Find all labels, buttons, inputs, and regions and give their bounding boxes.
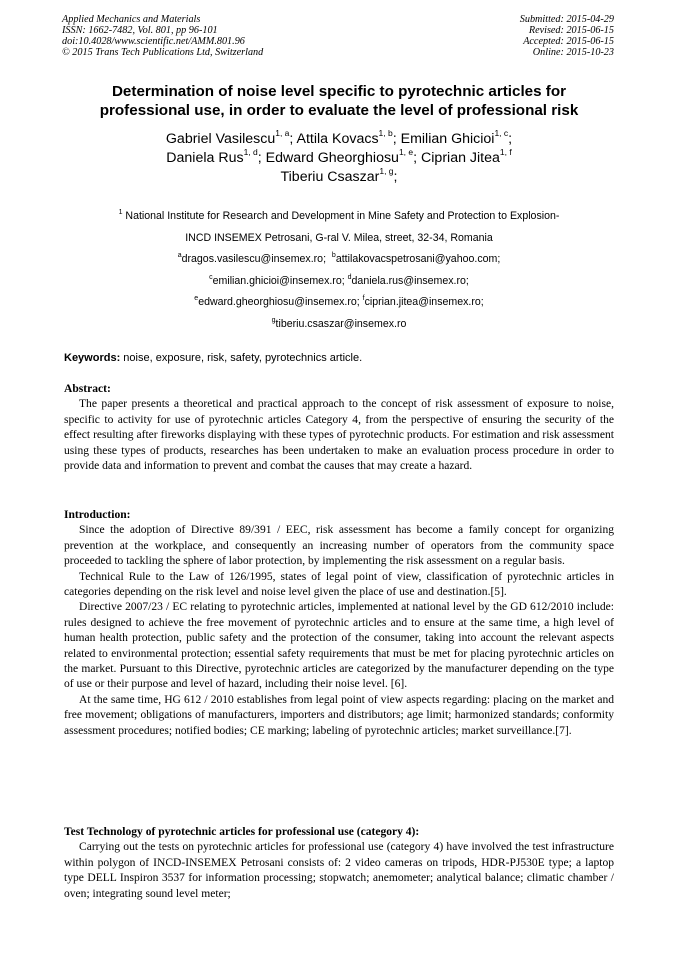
introduction-paragraph: At the same time, HG 612 / 2010 establishes from legal point of view aspects regarding: placing on the market and free movement; obligations of manufacturers, importers and distributors; age limit; harmonized standards; conformity assessment procedures; notified bodies; CE marking; labeling of pyrotechnic articles; market surveillance.[7]. xyxy=(64,693,614,737)
introduction-heading: Introduction: xyxy=(64,509,131,521)
abstract-text: The paper presents a theoretical and practical approach to the concept of risk assessment of exposure to noise, specific to activity for use of pyrotechnic articles Category 4, from the perspective of ensuring the security of the effect resulting after fireworks displaying with these types of pyrotechnic products. For estimation and risk assessment using these types of products, researches has been undertaken to make an evaluation process procedure in order to provide data and information to prevent and combat the causes that may create a hazard. xyxy=(64,398,614,473)
journal-name: Applied Mechanics and Materials xyxy=(62,14,201,25)
affiliation-sup: 1 xyxy=(118,209,123,216)
author-sup: 1, d xyxy=(243,147,258,157)
journal-issn: ISSN: 1662-7482, Vol. 801, pp 96-101 xyxy=(62,25,218,36)
introduction-paragraph: Since the adoption of Directive 89/391 / EEC, risk assessment has become a family concept for organizing prevention at the workplace, and consequently an increasing number of operators from the community space proceeded to tackling the sphere of labor protection, by implementing the risk assessment on a regular basis. xyxy=(64,524,614,568)
email-sup: f xyxy=(362,295,365,302)
date-submitted: Submitted: 2015-04-29 xyxy=(519,14,614,25)
keywords xyxy=(64,351,614,365)
test-technology-text: Carrying out the tests on pyrotechnic articles for professional use (category 4) have involved the test infrastructure within polygon of INCD-INSEMEX Petrosani consists of: 2 video cameras on tripods, HDR-PJ530E type; a laptop type DELL Inspiron 3537 for information processing; stopwatch; anemometer; analytical balance; climatic chamber / oven; integrating sound level meter; xyxy=(64,841,614,900)
author-line-1: Gabriel Vasilescu$^{1, a}$; Attila Kovacs$^{1, b}$; Emilian Ghicioi$^{1, c}$; xyxy=(165,128,513,147)
abstract-heading: Abstract: xyxy=(64,383,111,395)
author-sup: 1, f xyxy=(499,147,512,157)
author-line-2: Daniela Rus$^{1, d}$; Edward Gheorghiosu$^{1, e}$; Ciprian Jitea$^{1, f}$ xyxy=(166,147,512,166)
email-address: attilakovacspetrosani@yahoo.com; xyxy=(335,253,501,265)
title-line-1: Determination of noise level specific to pyrotechnic articles for xyxy=(111,83,567,100)
keywords-text: noise, exposure, risk, safety, pyrotechnics article. xyxy=(120,352,363,364)
author-sup: 1, b xyxy=(378,128,393,138)
date-accepted: Accepted: 2015-06-15 xyxy=(523,36,614,47)
affiliation-line-1 xyxy=(40,206,638,228)
author-sup: 1, e xyxy=(398,147,414,157)
introduction-paragraph: Technical Rule to the Law of 126/1995, states of legal point of view, classification of pyrotechnic articles in categories depending on the risk level and noise level given the place of use and destination.[5]. xyxy=(64,570,614,599)
email-address: daniela.rus@insemex.ro; xyxy=(351,274,469,287)
date-online: Online: 2015-10-23 xyxy=(532,47,614,58)
email-line-3 xyxy=(40,292,638,314)
email-sup: a xyxy=(177,252,182,259)
author-line-3: Tiberiu Csaszar$^{1, g}$; xyxy=(280,166,398,185)
email-address: edward.gheorghiosu@insemex.ro; xyxy=(198,296,360,308)
date-revised: Revised: 2015-06-15 xyxy=(528,25,614,36)
test-technology-heading: Test Technology of pyrotechnic articles for professional use (category 4): xyxy=(64,826,420,838)
affiliation-line-2: INCD INSEMEX Petrosani, G-ral V. Milea, street, 32-34, Romania xyxy=(185,231,493,244)
author-sup: 1, g xyxy=(379,166,394,176)
email-address: tiberiu.csaszar@insemex.ro xyxy=(275,317,407,330)
email-line-1 xyxy=(40,249,638,271)
author-name: Edward Gheorghiosu xyxy=(265,150,399,166)
author-name: Attila Kovacs xyxy=(296,131,379,147)
author-name: Gabriel Vasilescu xyxy=(165,131,276,147)
introduction-section xyxy=(64,508,614,739)
email-line-4 xyxy=(40,314,638,336)
journal-doi: doi:10.4028/www.scientific.net/AMM.801.96 xyxy=(62,36,245,47)
email-sup: c xyxy=(209,273,213,281)
keywords-label: Keywords: xyxy=(64,352,121,364)
author-name: Tiberiu Csaszar xyxy=(280,169,380,185)
author-name: Emilian Ghicioi xyxy=(400,131,495,147)
paper-title xyxy=(40,82,638,120)
title-line-2: professional use, in order to evaluate the level of professional risk xyxy=(99,102,579,119)
author-sup: 1, c xyxy=(494,128,509,138)
author-list xyxy=(40,130,638,187)
email-sup: e xyxy=(194,295,199,302)
email-address: dragos.vasilescu@insemex.ro; xyxy=(181,253,327,265)
affiliations xyxy=(40,206,638,335)
email-address: emilian.ghicioi@insemex.ro; xyxy=(212,274,345,287)
email-sup: g xyxy=(271,316,276,324)
author-sup: 1, a xyxy=(275,128,290,138)
author-name: Daniela Rus xyxy=(166,150,244,166)
test-technology-section xyxy=(64,825,614,902)
author-name: Ciprian Jitea xyxy=(421,150,500,166)
journal-copyright: © 2015 Trans Tech Publications Ltd, Switzerland xyxy=(62,47,264,58)
introduction-paragraph: Directive 2007/23 / EC relating to pyrotechnic articles, implemented at national level by the GD 612/2010 include: rules designed to achieve the free movement of pyrotechnic articles and to ensure at the same time, a high level of human health protection, public safety and the protection of the consumer, taking into account the relevant aspects related to environmental protection; essential safety requirements that must be met for placing pyrotechnic articles on the market. Pursuant to this Directive, pyrotechnic articles are categorized by the manufacturer depending on the type of use or their purpose and level of hazard, including their noise level. [6]. xyxy=(64,601,614,691)
abstract-section xyxy=(64,382,614,474)
affiliation-text: National Institute for Research and Development in Mine Safety and Protection to Explosion- xyxy=(125,210,560,222)
email-line-2 xyxy=(40,271,638,293)
publication-dates xyxy=(520,14,614,58)
email-address: ciprian.jitea@insemex.ro; xyxy=(364,296,484,308)
email-sup: d xyxy=(347,273,352,281)
journal-info xyxy=(62,14,263,58)
email-sup: b xyxy=(331,252,336,259)
